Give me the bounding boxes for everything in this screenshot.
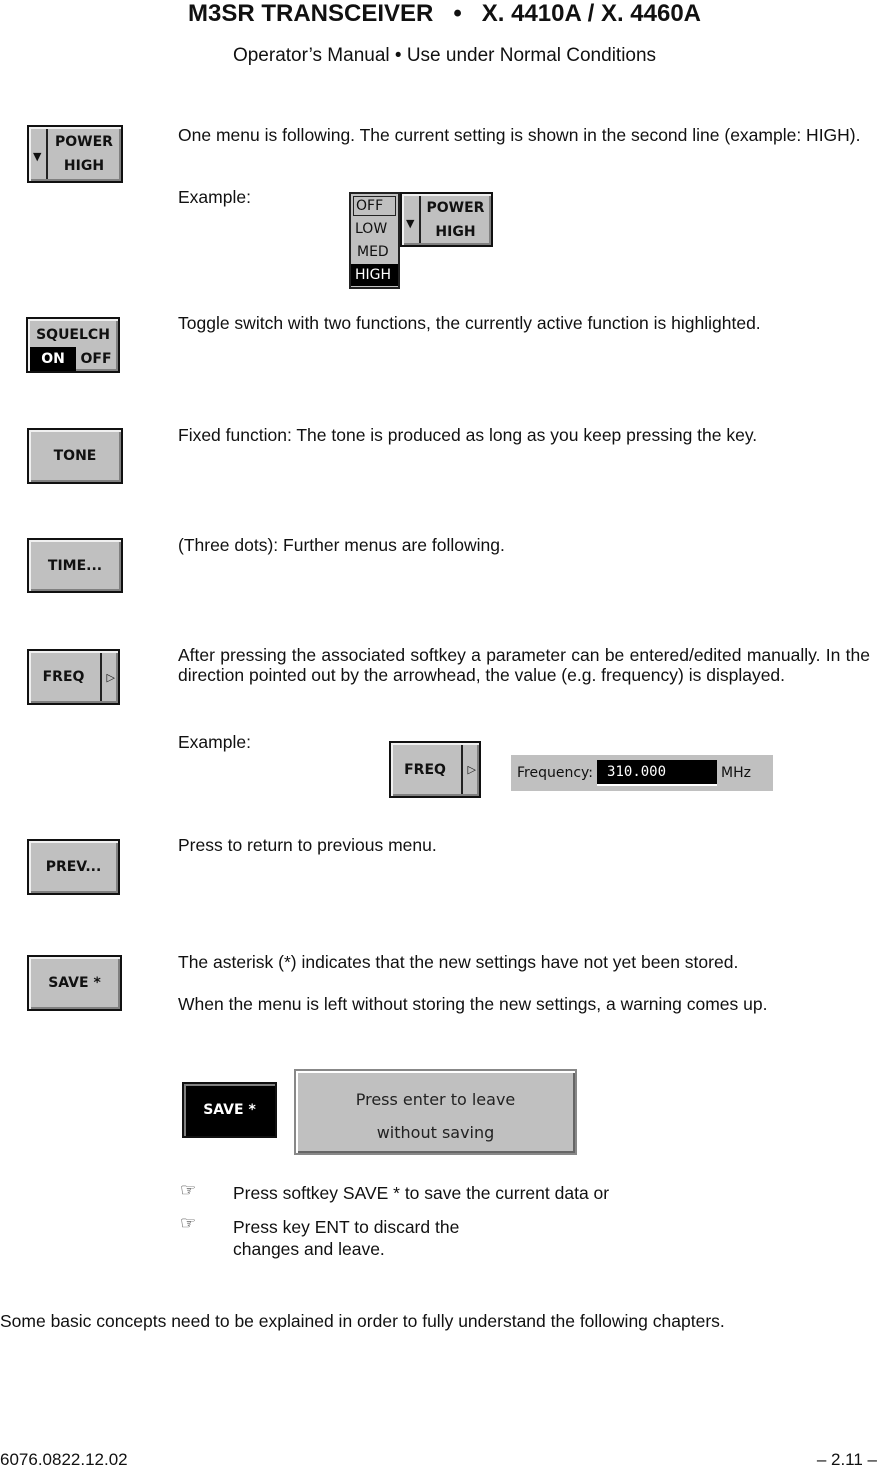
bullet-1: Press softkey SAVE * to save the current data or — [233, 1183, 610, 1203]
power-button-example: ▼ POWER HIGH — [400, 192, 493, 247]
description: The asterisk (*) indicates that the new settings have not yet been stored. — [178, 952, 739, 972]
menu-option-high-selected: HIGH — [351, 264, 398, 286]
power-menu-list — [349, 192, 400, 289]
pointing-hand-icon: ☞ — [180, 1180, 197, 1200]
dropdown-arrow-icon: ▼ — [33, 150, 42, 163]
save-button: SAVE * — [27, 955, 122, 1011]
bullet-2: Press key ENT to discard the changes and leave. — [233, 1217, 460, 1259]
page-subtitle: Operator’s Manual • Use under Normal Conditions — [232, 45, 657, 66]
tone-button: TONE — [27, 428, 123, 484]
page-title: M3SR TRANSCEIVER • X. 4410A / X. 4460A — [187, 0, 702, 27]
toggle-off: OFF — [80, 351, 112, 367]
example-label: Example: — [178, 187, 251, 207]
freq-button: FREQ ▷ — [27, 649, 120, 705]
closing-paragraph: Some basic concepts need to be explained in order to fully understand the following chapters. — [0, 1311, 725, 1331]
squelch-toggle: SQUELCH ON OFF — [26, 317, 120, 373]
time-button: TIME... — [27, 538, 123, 593]
menu-option-med: MED — [357, 244, 389, 260]
dropdown-arrow-icon: ▼ — [406, 217, 415, 230]
description: Toggle switch with two functions, the currently active function is highlighted. — [178, 313, 761, 333]
description: One menu is following. The current setting is shown in the second line (example: HIGH). — [178, 125, 861, 145]
prev-button: PREV... — [27, 839, 120, 895]
footer-page-number: – 2.11 – — [816, 1450, 877, 1469]
menu-option-off: OFF — [353, 196, 396, 216]
frequency-field: Frequency: 310.000 MHz — [511, 755, 773, 791]
footer-doc-number: 6076.0822.12.02 — [0, 1450, 128, 1469]
power-button: ▼ POWER HIGH — [27, 125, 123, 183]
description: (Three dots): Further menus are following. — [178, 535, 505, 555]
toggle-on-active: ON — [30, 347, 76, 371]
freq-button-example: FREQ ▷ — [389, 741, 481, 798]
warning-box: Press enter to leave without saving — [294, 1069, 577, 1155]
example-label: Example: — [178, 732, 251, 752]
save-button-active: SAVE * — [182, 1082, 277, 1138]
description: Fixed function: The tone is produced as long as you keep pressing the key. — [178, 425, 758, 445]
frequency-input: 310.000 — [597, 760, 717, 786]
menu-option-low: LOW — [355, 221, 388, 237]
description: Press to return to previous menu. — [178, 835, 437, 855]
pointing-hand-icon: ☞ — [180, 1213, 197, 1233]
description-2: When the menu is left without storing the new settings, a warning comes up. — [178, 994, 768, 1014]
description: After pressing the associated softkey a parameter can be entered/edited manually. In the direction pointed out by the arrowhead, the value (e.g. frequency) is displayed. — [178, 645, 870, 685]
triangle-right-icon: ▷ — [467, 763, 476, 776]
triangle-right-icon: ▷ — [106, 671, 115, 684]
